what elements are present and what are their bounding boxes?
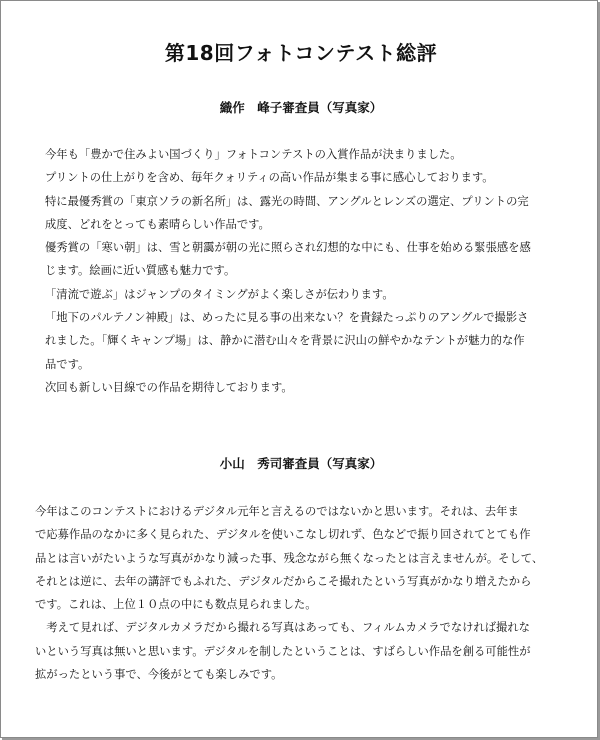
- review-1-line: プリントの仕上がりを含め、毎年クォリティの高い作品が集まる事に感心しております。: [45, 171, 494, 185]
- review-1-text: [45, 143, 563, 399]
- review-1-line: 成度、どれをとっても素晴らしい作品です。: [45, 217, 270, 231]
- review-2-line: です。これは、上位１０点の中にも数点見られました。: [35, 598, 317, 612]
- review-2-line: いという写真は無いと思います。デジタルを制したということは、すばらしい作品を創る可能性が: [35, 644, 531, 658]
- review-2-text: [35, 500, 565, 686]
- reviewer-byline-2: 小山 秀司審査員（写真家）: [219, 456, 383, 471]
- review-1-line: れました。「輝くキャンプ場」は、静かに潜む山々を背景に沢山の鮮やかなテントが魅力的な作: [45, 334, 525, 348]
- review-2-line: 今年はこのコンテストにおけるデジタル元年と言えるのではないかと思います。それは、去年ま: [35, 505, 519, 518]
- review-1-line: 特に最優秀賞の「東京ソラの新名所」は、露光の時間、アングルとレンズの選定、プリントの完: [45, 194, 529, 208]
- review-2-line: 品とは言いがたいような写真がかなり減った事、残念ながら無くなったとは言えませんが。そして、: [35, 551, 544, 565]
- reviewer-byline-1: 織作 峰子審査員（写真家）: [219, 100, 383, 115]
- review-2-line: 拡がったという事で、今後がとても楽しみです。: [35, 668, 283, 682]
- page-title: 第18回フォトコンテスト総評: [164, 41, 438, 65]
- review-2-line: で応募作品のなかに多く見られた、デジタルを使いこなし切れず、色などで振り回されてとても作: [35, 528, 531, 542]
- review-2-line: それとは逆に、去年の講評でもふれた、デジタルだからこそ撮れたという写真がかなり増えたから: [35, 574, 532, 588]
- review-1-line: 次回も新しい目線での作品を期待しております。: [45, 380, 293, 394]
- review-1-line: 「清流で遊ぶ」はジャンプのタイミングがよく楽しさが伝わります。: [45, 287, 394, 301]
- review-1-line: 今年も「豊かで住みよい国づくり」フォトコンテストの入賞作品が決まりました。: [45, 148, 462, 161]
- review-2-line: 考えて見れば、デジタルカメラだから撮れる写真はあっても、フィルムカメラでなければ撮れな: [35, 621, 530, 635]
- review-1-line: じます。絵画に近い質感も魅力です。: [45, 264, 236, 278]
- review-1-line: 「地下のパルテノン神殿」は、めったに見る事の出来ない？を貴録たっぷりのアングルで撮影さ: [45, 311, 529, 325]
- review-1-line: 優秀賞の「寒い朝」は、雪と朝靄が朝の光に照らされ幻想的な中にも、仕事を始める緊張感を感: [45, 241, 531, 255]
- review-1-line: 品です。: [45, 357, 90, 371]
